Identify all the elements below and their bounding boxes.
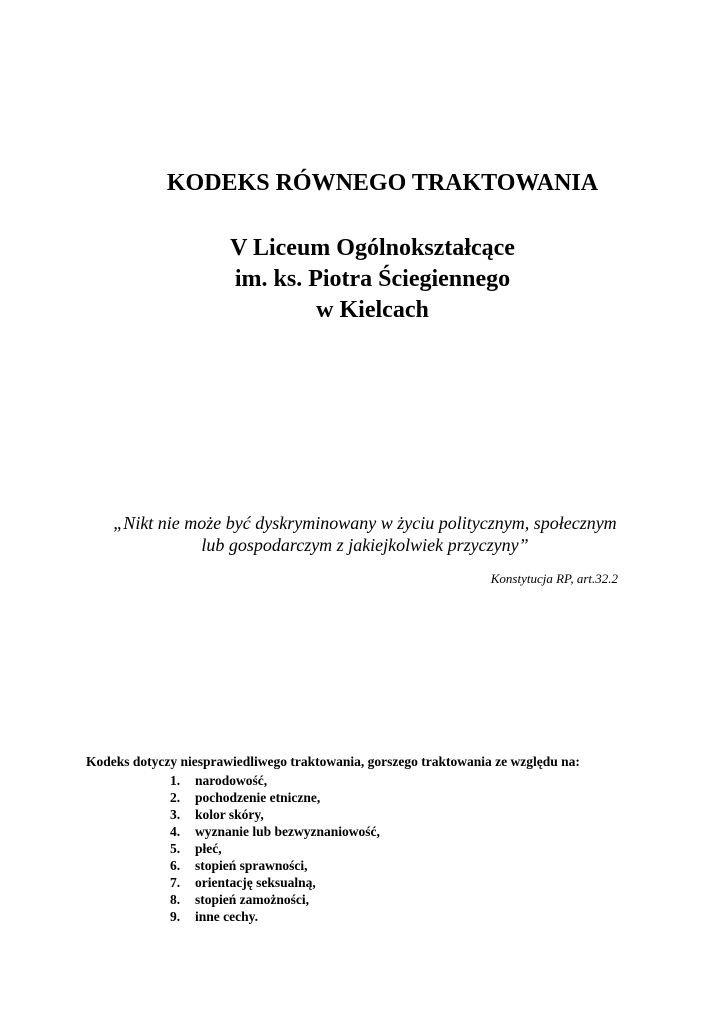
list-item-text: pochodzenie etniczne, [195, 790, 321, 805]
list-item-number: 8. [170, 892, 181, 907]
list-item [170, 874, 380, 891]
list-item [170, 857, 380, 874]
list-item [170, 789, 380, 806]
list-item [170, 908, 380, 925]
list-item-number: 4. [170, 824, 181, 839]
list-item-text: orientację seksualną, [195, 875, 316, 890]
list-item-text: płeć, [195, 841, 222, 856]
list-item-text: inne cechy. [195, 909, 258, 924]
list-item [170, 840, 380, 857]
list-item [170, 806, 380, 823]
list-item-number: 6. [170, 858, 181, 873]
list-item [170, 823, 380, 840]
document-title: KODEKS RÓWNEGO TRAKTOWANIA [166, 170, 599, 196]
list-item [170, 891, 380, 908]
list-item-number: 1. [170, 773, 181, 788]
school-city-line: w Kielcach [316, 297, 429, 323]
list-item-text: wyznanie lub bezwyznaniowość, [195, 824, 380, 839]
criteria-list [170, 772, 380, 925]
list-item-text: kolor skóry, [195, 807, 264, 822]
school-name-line-2: im. ks. Piotra Ściegiennego [234, 266, 511, 292]
school-name-line-1: V Liceum Ogólnokształcące [230, 235, 515, 261]
list-item-number: 5. [170, 841, 181, 856]
list-item-number: 7. [170, 875, 181, 890]
constitution-quote [60, 512, 670, 556]
list-item-number: 2. [170, 790, 181, 805]
intro-paragraph: Kodeks dotyczy niesprawiedliwego traktowania, gorszego traktowania ze względu na: [86, 754, 580, 769]
list-item-text: stopień zamożności, [195, 892, 309, 907]
quote-line-2: lub gospodarczym z jakiejkolwiek przyczyny” [201, 535, 529, 555]
list-item-number: 3. [170, 807, 181, 822]
quote-line-1: „Nikt nie może być dyskryminowany w życiu politycznym, społecznym [113, 513, 617, 533]
school-name-block [0, 233, 725, 326]
list-item-text: narodowość, [195, 773, 268, 788]
list-item-text: stopień sprawności, [195, 858, 308, 873]
list-item [170, 772, 380, 789]
list-item-number: 9. [170, 909, 181, 924]
quote-citation: Konstytucja RP, art.32.2 [490, 571, 618, 586]
